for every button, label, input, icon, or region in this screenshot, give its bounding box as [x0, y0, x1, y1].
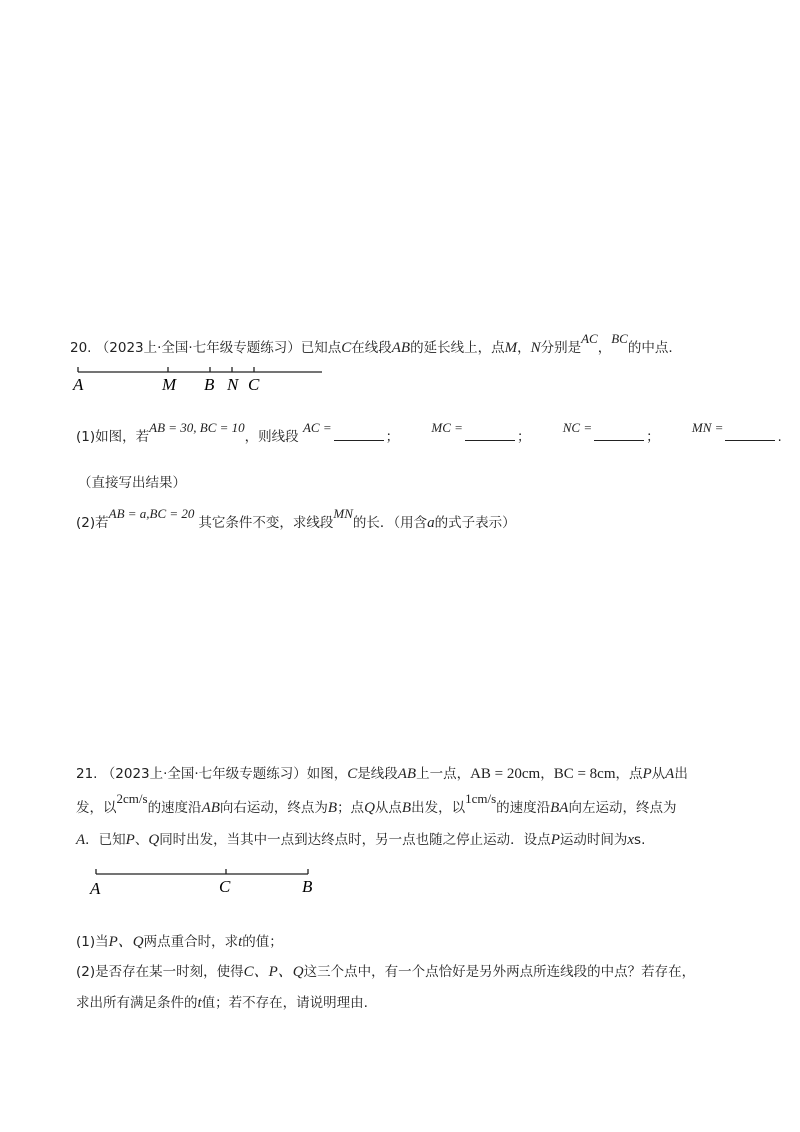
q21-math: AB	[201, 800, 220, 816]
q20-period: .	[777, 429, 782, 445]
q21-text: 从	[651, 766, 666, 782]
q20-math: M	[504, 340, 518, 356]
q21-segment-diagram	[86, 864, 326, 900]
q21-text: 上一点，	[416, 766, 471, 782]
q20-label-M: M	[162, 375, 177, 394]
q20-label-B: B	[204, 375, 215, 394]
q20-text: 的中点.	[627, 340, 673, 356]
q20-label-N: N	[227, 375, 239, 394]
answer-blank-nc[interactable]	[594, 426, 644, 441]
q20-p1-text: (1)如图，若	[76, 429, 150, 445]
q20-p1-mc: MC =	[431, 420, 463, 435]
q21-math: Q	[364, 800, 375, 816]
q20-p2-text: (2)若	[76, 515, 109, 531]
q21-math: A	[76, 832, 86, 848]
q21-text: 出	[674, 766, 688, 782]
q20-label-C: C	[248, 375, 260, 394]
q21-part2-line1	[76, 962, 695, 982]
q20-p2-given: AB = a,BC = 20	[108, 506, 195, 521]
q21-math: Q	[148, 832, 160, 848]
q21-p1-t: t	[238, 934, 243, 950]
q20-text: ，	[517, 340, 531, 356]
q20-number: 20.	[70, 340, 92, 356]
q21-math: P	[550, 832, 560, 848]
q21-text: 如图，	[306, 766, 348, 782]
q20-text: 分别是	[540, 340, 582, 356]
q20-math: C	[341, 340, 352, 356]
q21-math: BA	[550, 800, 569, 816]
q20-segment-diagram	[70, 360, 330, 396]
q21-p2-text: (2)是否存在某一时刻，使得	[76, 964, 244, 980]
q21-text: ．已知	[85, 832, 126, 848]
q20-part1	[76, 420, 782, 447]
q21-text: 向右运动，终点为	[219, 800, 328, 816]
q20-p2-var: a	[427, 515, 435, 531]
q20-text: ，	[597, 340, 612, 356]
q21-number: 21.	[76, 766, 98, 782]
q21-text: 、	[134, 832, 149, 848]
answer-blank-mc[interactable]	[465, 426, 515, 441]
q21-math: P	[125, 832, 135, 848]
q21-math: BC = 8cm	[553, 766, 616, 782]
q20-p2-text: 的式子表示）	[434, 515, 516, 531]
q21-p2-cpq: C、P、Q	[243, 964, 304, 980]
q21-math: A	[665, 766, 675, 782]
q21-p2-text: 值；若不存在，请说明理由.	[201, 995, 368, 1011]
q21-text: 出发，以	[411, 800, 466, 816]
q21-text: 从点	[374, 800, 402, 816]
q20-source: （2023上·全国·七年级专题练习）	[95, 340, 301, 356]
q21-text: ，点	[615, 766, 643, 782]
q21-math: AB = 20cm	[470, 766, 541, 782]
q21-math: C	[347, 766, 358, 782]
q21-p1-pq: P、Q	[108, 934, 144, 950]
q21-math: B	[401, 800, 412, 816]
q21-math: 1cm/s	[465, 791, 497, 806]
q20-p2-text: 的长．（用含	[352, 515, 428, 531]
q21-label-B: B	[302, 877, 313, 896]
q20-math: N	[530, 340, 541, 356]
q21-line3	[76, 830, 645, 850]
q21-line1	[76, 764, 688, 784]
q21-p1-text: 两点重合时，求	[143, 934, 239, 950]
answer-blank-mn[interactable]	[725, 426, 775, 441]
q20-part2	[76, 506, 516, 533]
q20-math: AC	[581, 331, 598, 346]
q21-text: 的速度沿	[147, 800, 202, 816]
q21-text: ；点	[337, 800, 365, 816]
q21-text: ，	[540, 766, 554, 782]
answer-blank-ac[interactable]	[334, 426, 384, 441]
q20-stem	[70, 331, 673, 358]
q20-text: 的延长线上，点	[410, 340, 505, 356]
q21-text: 是线段	[357, 766, 398, 782]
q20-math: AB	[391, 340, 411, 356]
q21-text: s.	[634, 832, 646, 848]
q21-p1-text: (1)当	[76, 934, 109, 950]
q20-p2-seg: MN	[333, 506, 353, 521]
q21-math: x	[627, 832, 635, 848]
q21-text: 同时出发，当其中一点到达终点时，另一点也随之停止运动．设点	[159, 832, 551, 848]
q20-note: （直接写出结果）	[78, 475, 186, 491]
q20-text: 在线段	[351, 340, 392, 356]
q21-part1	[76, 932, 283, 952]
q21-label-C: C	[219, 877, 231, 896]
q21-p2-text: 这三个点中，有一个点恰好是另外两点所连线段的中点？若存在，	[303, 964, 696, 980]
q21-text: 向左运动，终点为	[568, 800, 677, 816]
q21-text: 的速度沿	[496, 800, 551, 816]
q20-p1-given: AB = 30, BC = 10	[149, 420, 245, 435]
q20-sep: ；	[646, 429, 660, 445]
q20-label-A: A	[73, 375, 84, 394]
q21-label-A: A	[90, 879, 101, 898]
q21-p2-text: 求出所有满足条件的	[76, 995, 198, 1011]
q20-p1-mn: MN =	[691, 420, 724, 435]
q21-math: B	[327, 800, 338, 816]
q21-math: AB	[397, 766, 417, 782]
q20-sep: ；	[385, 429, 400, 445]
q21-math: P	[642, 766, 652, 782]
q20-text: 已知点	[300, 340, 342, 356]
q21-p1-text: 的值；	[242, 934, 283, 950]
q20-p1-ac: AC =	[302, 420, 332, 435]
q21-part2-line2	[76, 993, 368, 1013]
q21-math: 2cm/s	[116, 791, 148, 806]
q21-line2	[76, 791, 677, 818]
q21-source: （2023上·全国·七年级专题练习）	[101, 766, 307, 782]
q20-p1-text: ，则线段	[244, 429, 299, 445]
q20-p1-nc: NC =	[562, 420, 593, 435]
q20-math: BC	[611, 331, 628, 346]
q20-sep: ；	[516, 429, 531, 445]
q21-text: 运动时间为	[559, 832, 628, 848]
q20-p2-text: 其它条件不变，求线段	[198, 515, 334, 531]
q21-p2-t: t	[197, 995, 202, 1011]
q21-text: 发，以	[76, 800, 117, 816]
